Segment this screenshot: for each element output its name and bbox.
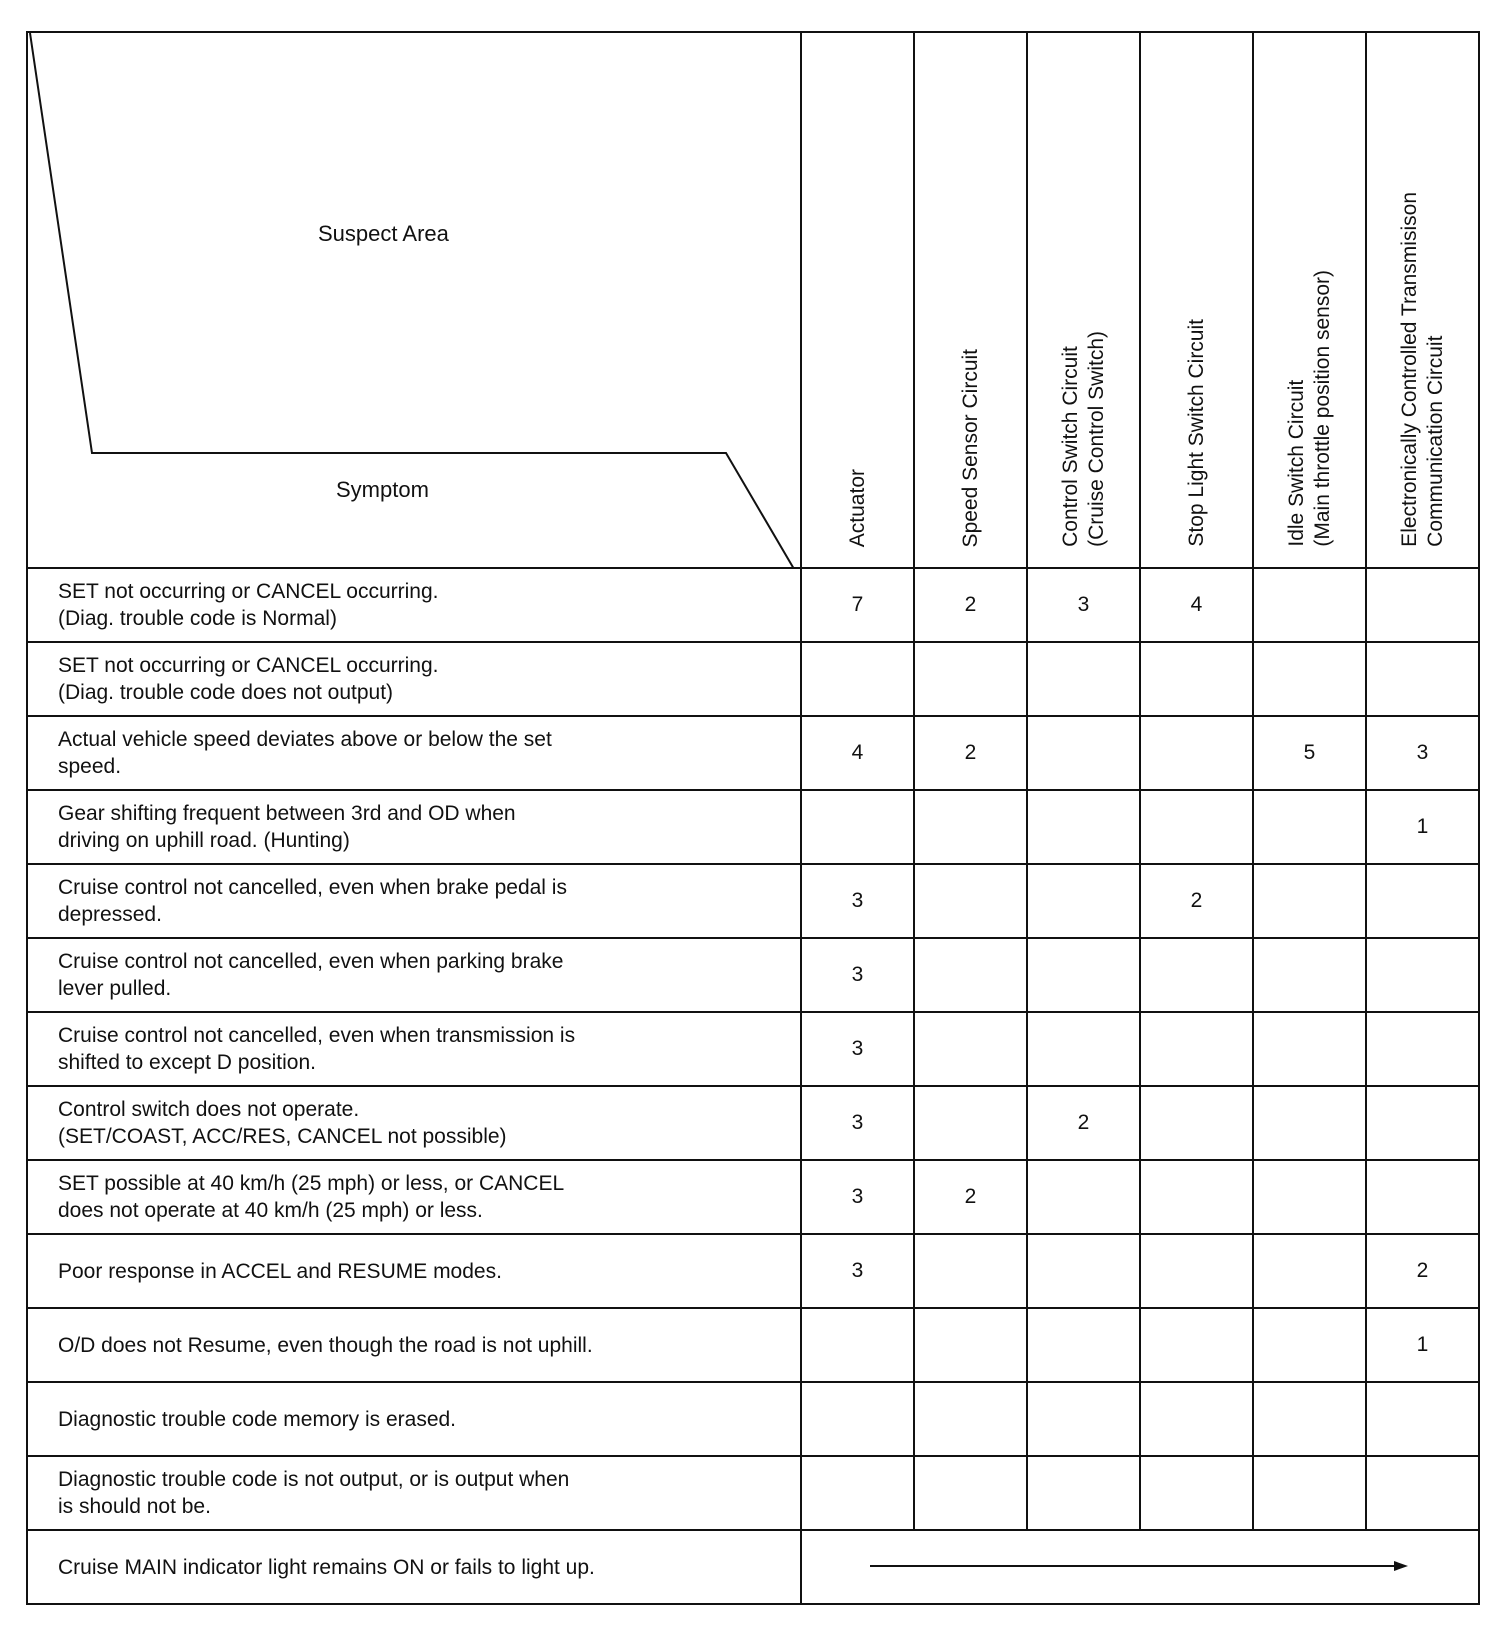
all-areas-cell	[801, 1530, 1479, 1604]
symptom-cell	[27, 1382, 801, 1456]
priority-cell	[914, 1012, 1027, 1086]
priority-cell	[1140, 1382, 1253, 1456]
column-header	[914, 32, 1027, 568]
symptom-text: SET not occurring or CANCEL occurring.	[58, 654, 439, 677]
priority-cell	[1027, 938, 1140, 1012]
table-row	[27, 1234, 1479, 1308]
priority-cell	[1253, 1456, 1366, 1530]
symptom-text: Cruise control not cancelled, even when parking brake	[58, 950, 564, 973]
table-row	[27, 864, 1479, 938]
priority-cell	[1253, 1382, 1366, 1456]
priority-cell: 4	[801, 716, 914, 790]
column-header-line: Actuator	[845, 468, 869, 547]
column-header-label	[845, 469, 871, 561]
symptom-text: depressed.	[58, 903, 162, 926]
priority-cell	[1366, 1456, 1479, 1530]
symptom-text: is should not be.	[58, 1495, 211, 1518]
symptom-text: Cruise control not cancelled, even when transmission is	[58, 1024, 576, 1047]
priority-cell	[1253, 864, 1366, 938]
symptom-text: Control switch does not operate.	[58, 1098, 360, 1121]
priority-cell: 2	[1140, 864, 1253, 938]
priority-cell	[1253, 1086, 1366, 1160]
priority-cell	[1253, 642, 1366, 716]
table-row	[27, 642, 1479, 716]
priority-cell	[801, 642, 914, 716]
priority-cell	[1027, 864, 1140, 938]
column-header-line: (Cruise Control Switch)	[1084, 331, 1108, 547]
symptom-text: Cruise control not cancelled, even when brake pedal is	[58, 876, 567, 899]
priority-cell	[1140, 642, 1253, 716]
column-header-label	[1397, 192, 1449, 561]
symptom-text: does not operate at 40 km/h (25 mph) or less.	[58, 1199, 483, 1222]
symptom-text: lever pulled.	[58, 977, 172, 1000]
priority-cell	[1366, 864, 1479, 938]
column-header-line: (Main throttle position sensor)	[1310, 270, 1334, 547]
priority-cell	[1253, 1234, 1366, 1308]
priority-cell	[1366, 1382, 1479, 1456]
symptom-text: driving on uphill road. (Hunting)	[58, 829, 350, 852]
table-row	[27, 790, 1479, 864]
priority-cell: 7	[801, 568, 914, 642]
priority-cell	[1366, 568, 1479, 642]
priority-cell	[1253, 790, 1366, 864]
corner-header-cell	[27, 32, 801, 568]
column-header	[1140, 32, 1253, 568]
priority-cell: 3	[801, 1234, 914, 1308]
table-row	[27, 1308, 1479, 1382]
symptom-text: (Diag. trouble code is Normal)	[58, 607, 337, 630]
column-header	[801, 32, 914, 568]
priority-cell	[1027, 1012, 1140, 1086]
column-header-line: Control Switch Circuit	[1058, 346, 1082, 547]
priority-cell: 2	[1027, 1086, 1140, 1160]
priority-cell	[1027, 1160, 1140, 1234]
column-header	[1366, 32, 1479, 568]
priority-cell	[1253, 1160, 1366, 1234]
header-row	[27, 32, 1479, 568]
priority-cell: 3	[801, 938, 914, 1012]
priority-cell	[914, 938, 1027, 1012]
priority-cell	[1027, 642, 1140, 716]
priority-cell	[1253, 568, 1366, 642]
symptom-cell	[27, 1234, 801, 1308]
symptom-text: Diagnostic trouble code memory is erased.	[58, 1407, 457, 1431]
table-row	[27, 1382, 1479, 1456]
table-row	[27, 1012, 1479, 1086]
priority-cell	[914, 864, 1027, 938]
symptom-text: Gear shifting frequent between 3rd and OD when	[58, 802, 516, 825]
priority-cell: 2	[914, 716, 1027, 790]
column-header-line: Communication Circuit	[1423, 335, 1447, 547]
symptom-text: Diagnostic trouble code is not output, or is output when	[58, 1468, 570, 1491]
symptom-cell	[27, 1086, 801, 1160]
priority-cell	[914, 642, 1027, 716]
priority-cell	[1140, 716, 1253, 790]
priority-cell: 5	[1253, 716, 1366, 790]
symptom-label: Symptom	[336, 477, 429, 502]
table-row	[27, 1160, 1479, 1234]
symptom-text: (Diag. trouble code does not output)	[58, 681, 394, 704]
symptom-table	[26, 31, 1480, 1605]
symptom-cell	[27, 1012, 801, 1086]
troubleshooting-matrix	[26, 31, 1480, 1605]
priority-cell: 2	[914, 568, 1027, 642]
symptom-cell	[27, 1308, 801, 1382]
priority-cell: 2	[914, 1160, 1027, 1234]
priority-cell	[1140, 1456, 1253, 1530]
priority-cell	[1140, 938, 1253, 1012]
symptom-cell	[27, 716, 801, 790]
suspect-area-label: Suspect Area	[318, 221, 449, 246]
priority-cell	[1366, 1086, 1479, 1160]
priority-cell	[1027, 1456, 1140, 1530]
column-header-label	[958, 349, 984, 561]
priority-cell	[1253, 1012, 1366, 1086]
priority-cell	[1027, 790, 1140, 864]
priority-cell	[1140, 1086, 1253, 1160]
priority-cell: 3	[1027, 568, 1140, 642]
priority-cell	[801, 1308, 914, 1382]
symptom-text: Cruise MAIN indicator light remains ON or fails to light up.	[58, 1555, 595, 1579]
priority-cell: 3	[1366, 716, 1479, 790]
priority-cell: 3	[801, 864, 914, 938]
symptom-cell	[27, 790, 801, 864]
column-header-label	[1184, 319, 1210, 561]
symptom-cell	[27, 1530, 801, 1604]
table-row	[27, 1530, 1479, 1604]
symptom-text: O/D does not Resume, even though the road is not uphill.	[58, 1333, 593, 1357]
priority-cell	[914, 1308, 1027, 1382]
priority-cell	[1140, 790, 1253, 864]
priority-cell	[1140, 1308, 1253, 1382]
priority-cell	[1027, 1234, 1140, 1308]
priority-cell	[1253, 938, 1366, 1012]
column-header	[1027, 32, 1140, 568]
priority-cell: 4	[1140, 568, 1253, 642]
column-header	[1253, 32, 1366, 568]
priority-cell	[914, 1382, 1027, 1456]
symptom-cell	[27, 642, 801, 716]
priority-cell	[801, 1456, 914, 1530]
symptom-cell	[27, 938, 801, 1012]
symptom-text: Poor response in ACCEL and RESUME modes.	[58, 1259, 502, 1283]
column-header-line: Speed Sensor Circuit	[958, 348, 982, 547]
table-row	[27, 716, 1479, 790]
priority-cell	[914, 790, 1027, 864]
table-row	[27, 1456, 1479, 1530]
column-header-line: Electronically Controlled Transmisison	[1397, 192, 1421, 547]
priority-cell	[801, 790, 914, 864]
symptom-cell	[27, 568, 801, 642]
priority-cell	[1366, 1012, 1479, 1086]
priority-cell	[1140, 1234, 1253, 1308]
table-row	[27, 938, 1479, 1012]
column-header-label	[1058, 331, 1110, 561]
symptom-text: SET possible at 40 km/h (25 mph) or less, or CANCEL	[58, 1172, 565, 1195]
priority-cell	[1366, 642, 1479, 716]
symptom-cell	[27, 864, 801, 938]
symptom-text: shifted to except D position.	[58, 1051, 316, 1074]
priority-cell	[1253, 1308, 1366, 1382]
priority-cell: 3	[801, 1012, 914, 1086]
priority-cell	[1366, 1160, 1479, 1234]
column-header-label	[1284, 270, 1336, 561]
priority-cell	[914, 1086, 1027, 1160]
priority-cell: 3	[801, 1160, 914, 1234]
priority-cell	[801, 1382, 914, 1456]
priority-cell: 2	[1366, 1234, 1479, 1308]
priority-cell	[1140, 1160, 1253, 1234]
table-row	[27, 568, 1479, 642]
priority-cell: 3	[801, 1086, 914, 1160]
table-row	[27, 1086, 1479, 1160]
priority-cell	[1027, 1382, 1140, 1456]
priority-cell	[1366, 938, 1479, 1012]
priority-cell	[914, 1234, 1027, 1308]
priority-cell: 1	[1366, 1308, 1479, 1382]
priority-cell	[1027, 716, 1140, 790]
symptom-text: SET not occurring or CANCEL occurring.	[58, 580, 439, 603]
symptom-text: speed.	[58, 755, 122, 778]
symptom-text: (SET/COAST, ACC/RES, CANCEL not possible)	[58, 1125, 507, 1148]
symptom-cell	[27, 1456, 801, 1530]
column-header-line: Stop Light Switch Circuit	[1184, 319, 1208, 547]
priority-cell: 1	[1366, 790, 1479, 864]
priority-cell	[914, 1456, 1027, 1530]
symptom-text: Actual vehicle speed deviates above or below the set	[58, 728, 552, 751]
arrow-right-icon	[870, 1559, 1410, 1573]
column-header-line: Idle Switch Circuit	[1284, 380, 1308, 547]
priority-cell	[1140, 1012, 1253, 1086]
symptom-cell	[27, 1160, 801, 1234]
priority-cell	[1027, 1308, 1140, 1382]
